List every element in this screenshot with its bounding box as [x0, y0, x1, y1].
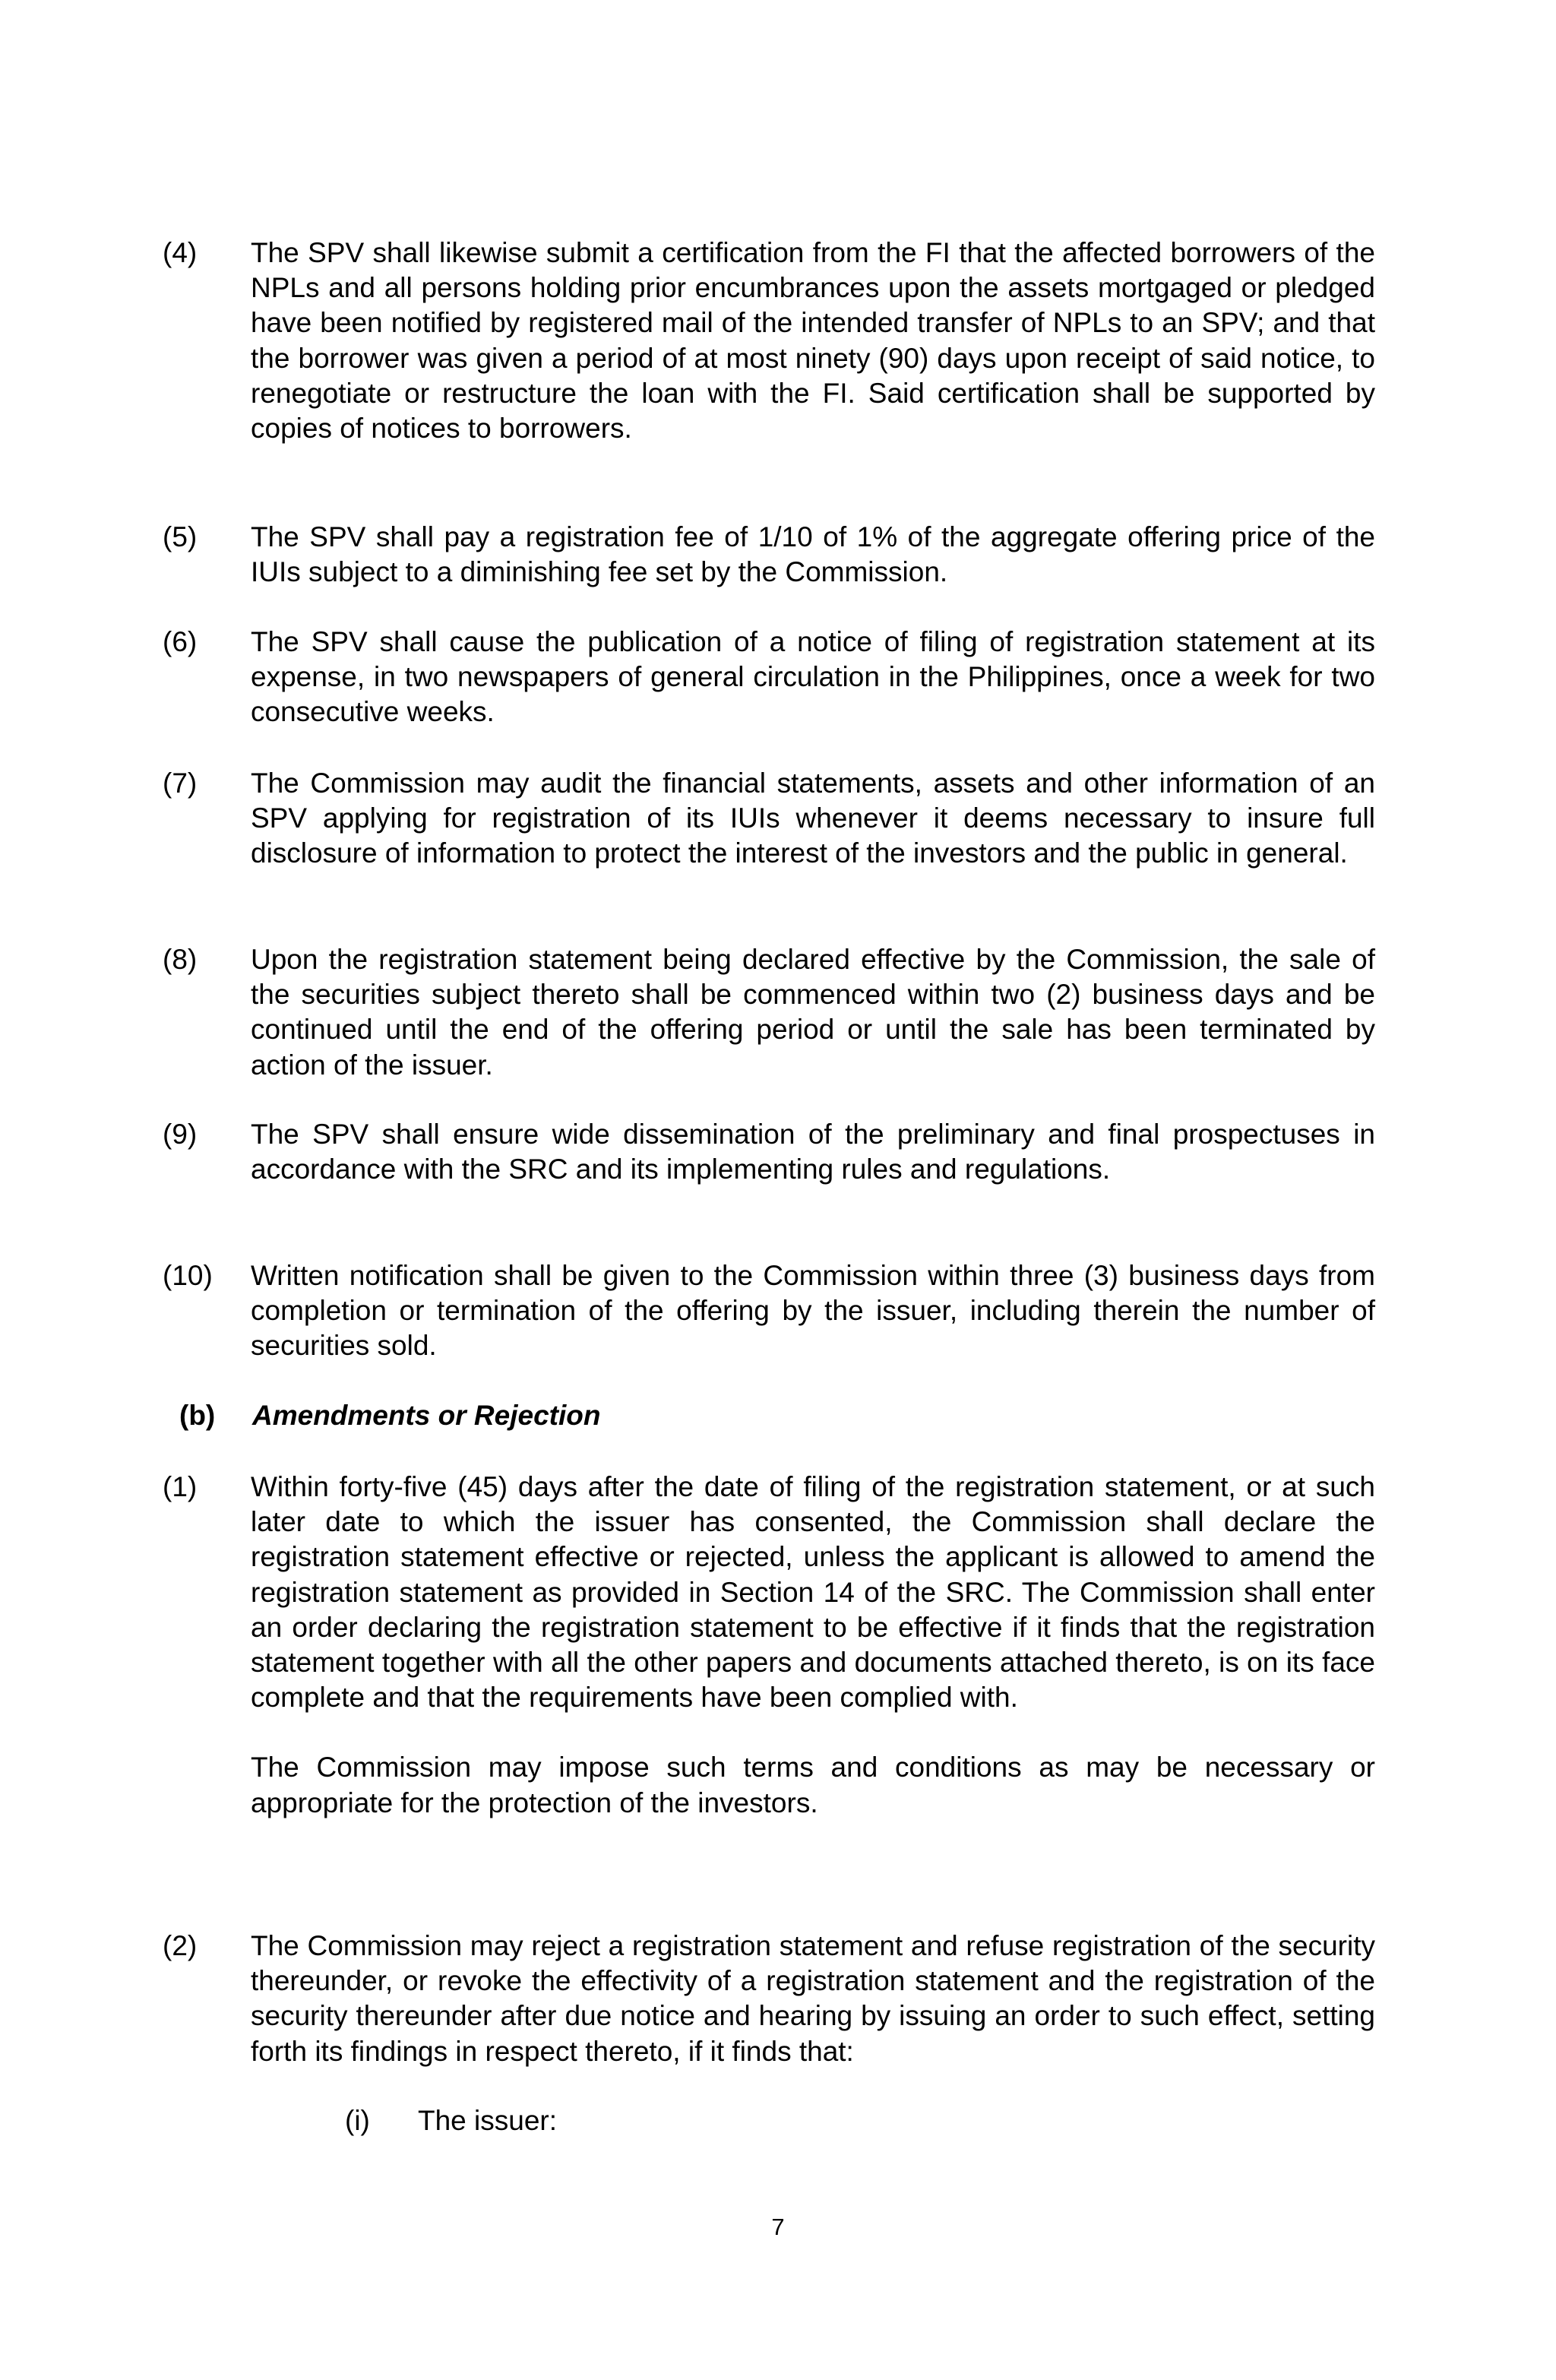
- item-text: The SPV shall pay a registration fee of 1/10 of 1% of the aggregate offering price of the IUIs subject to a diminishing fee set by the Commission.: [251, 521, 1375, 588]
- item-text: Written notification shall be given to the Commission within three (3) business days from completion or termination of the offering by the issuer, including therein the number of securities sold.: [251, 1260, 1375, 1362]
- list-item-6: [163, 625, 1375, 730]
- list-item-b1: [163, 1470, 1375, 1821]
- sub-item-number: (i): [345, 2105, 370, 2136]
- list-item-8: [163, 942, 1375, 1083]
- list-item-7: [163, 766, 1375, 872]
- item-number: (5): [163, 521, 198, 552]
- page-number: 7: [771, 2214, 785, 2240]
- item-number: (1): [163, 1471, 198, 1502]
- item-text: The SPV shall likewise submit a certification from the FI that the affected borrowers of the NPLs and all persons holding prior encumbrances upon the assets mortgaged or pledged have been notified by registered mail of the intended transfer of NPLs to an SPV; and that the borrower was given a period of at most ninety (90) days upon receipt of said notice, to renegotiate or restructure the loan with the FI. Said certification shall be supported by copies of notices to borrowers.: [251, 237, 1375, 445]
- item-text: The Commission may reject a registration statement and refuse registration of the security thereunder, or revoke the effectivity of a registration statement and the registration of the security thereunder after due notice and hearing by issuing an order to such effect, setting forth its findings in respect thereto, if it finds that:: [251, 1930, 1375, 2067]
- list-item-5: [163, 520, 1375, 590]
- item-text: The SPV shall ensure wide dissemination of the preliminary and final prospectuses in accordance with the SRC and its implementing rules and regulations.: [251, 1119, 1375, 1185]
- item-text-continued: The Commission may impose such terms and conditions as may be necessary or appropriate for the protection of the investors.: [251, 1752, 1375, 1818]
- section-letter: (b): [179, 1400, 216, 1431]
- list-item-9: [163, 1117, 1375, 1187]
- item-number: (6): [163, 626, 198, 657]
- item-number: (7): [163, 767, 198, 799]
- sub-item-text: The issuer:: [418, 2105, 558, 2136]
- item-number: (2): [163, 1930, 198, 1961]
- item-number: (4): [163, 237, 198, 268]
- list-item-10: [163, 1258, 1375, 1364]
- list-item-b2: [163, 1929, 1375, 2069]
- item-number: (9): [163, 1119, 198, 1150]
- item-number: (8): [163, 944, 198, 975]
- section-title: Amendments or Rejection: [252, 1400, 601, 1431]
- item-text: The Commission may audit the financial statements, assets and other information of an SPV applying for registration of its IUIs whenever it deems necessary to insure full disclosure of information to protect the interest of the investors and the public in general.: [251, 767, 1375, 869]
- item-number: (10): [163, 1260, 213, 1291]
- item-text: Upon the registration statement being declared effective by the Commission, the sale of the securities subject thereto shall be commenced within two (2) business days and be continued until the end of the offering period or until the sale has been terminated by action of the issuer.: [251, 944, 1375, 1081]
- item-text: The SPV shall cause the publication of a notice of filing of registration statement at its expense, in two newspapers of general circulation in the Philippines, once a week for two consecutive weeks.: [251, 626, 1375, 728]
- list-item-4: [163, 236, 1375, 446]
- item-text: Within forty-five (45) days after the date of filing of the registration statement, or at such later date to which the issuer has consented, the Commission shall declare the registration statement effective or rejected, unless the applicant is allowed to amend the registration statement as provided in Section 14 of the SRC. The Commission shall enter an order declaring the registration statement to be effective if it finds that the registration statement together with all the other papers and documents attached thereto, is on its face complete and that the requirements have been complied with.: [251, 1471, 1375, 1714]
